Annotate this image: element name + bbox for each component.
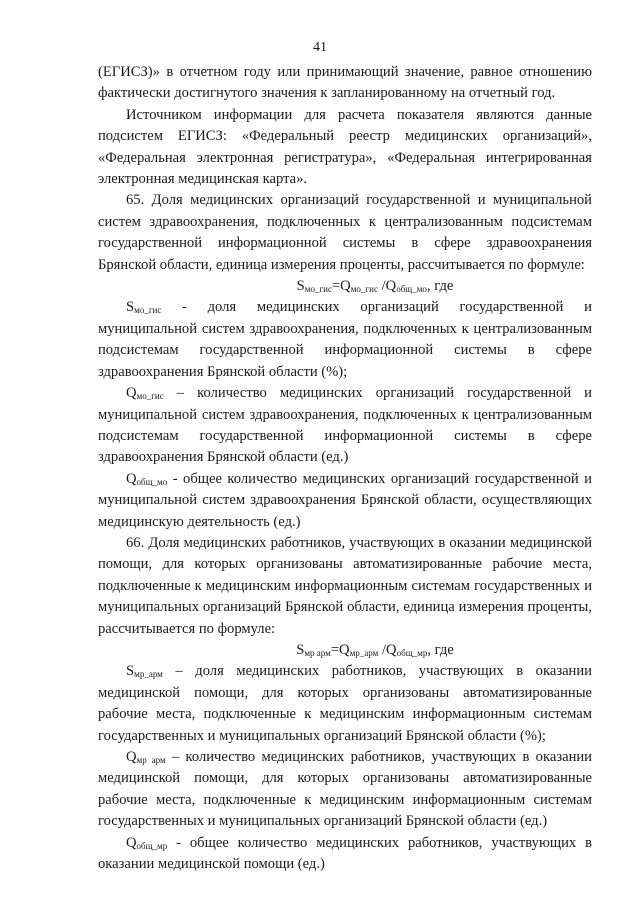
formula-65-term-a: S — [296, 278, 305, 295]
definition-symbol-sub: мо_гис — [136, 391, 164, 402]
definition-q-mo-gis — [98, 383, 592, 469]
definition-symbol: Q — [126, 470, 137, 487]
definition-symbol: Q — [126, 749, 137, 765]
paragraph-continuation: (ЕГИСЗ)» в отчетном году или принимающий значение, равное отношению фактически достигнутого значения к запланированному на отчетный год. — [98, 64, 592, 102]
formula-66-where: , где — [427, 641, 454, 658]
formula-66-term-a: S — [296, 641, 305, 658]
formula-65-where: , где — [426, 278, 454, 295]
formula-65 — [98, 276, 592, 297]
formula-65-sub-a: мо_гис — [304, 284, 332, 295]
definition-symbol-sub: мр_арм — [134, 669, 163, 680]
definition-symbol: Q — [126, 385, 137, 402]
formula-65-term-b: =Q — [331, 278, 351, 295]
definition-symbol: S — [126, 663, 135, 680]
definition-text: – количество медицинских работников, участвующих в оказании медицинской помощи, для которых организованы автоматизированные рабочие места, подключенные к медицинским информационным системам государственных и муниципальных организаций Брянской области (ед.) — [98, 749, 592, 830]
document-body — [98, 62, 592, 875]
paragraph-item-65: 65. Доля медицинских организаций государственной и муниципальной систем здравоохранения, подключенных к централизованным подсистемам государственной информационной системы в сфере здравоохранения Брянской области, единица измерения проценты, рассчитывается по формуле: — [98, 192, 592, 273]
formula-65-term-c: /Q — [377, 278, 397, 295]
definition-symbol-sub: мр арм — [136, 755, 166, 765]
formula-65-sub-b: мо_гис — [350, 284, 378, 295]
definition-symbol-sub: общ_мр — [136, 840, 168, 851]
definition-text: – количество медицинских организаций государственной и муниципальной систем здравоохранения, подключенных к централизованным подсистемам государственной информационной системы в сфере здравоохранения Брянской области (ед.) — [98, 385, 592, 466]
definition-symbol-sub: общ_мо — [136, 476, 168, 487]
formula-66-term-c: /Q — [378, 641, 397, 658]
definition-symbol: S — [126, 299, 135, 316]
formula-65-sub-c: общ_мо — [396, 284, 427, 295]
definition-symbol-sub: мо_гис — [134, 305, 162, 316]
paragraph-data-sources: Источником информации для расчета показателя являются данные подсистем ЕГИСЗ: «Федеральный реестр медицинских организаций», «Федеральная электронная регистратура», «Федеральная интегрированная электронная медицинская карта». — [98, 106, 592, 188]
formula-66-sub-b: мр_арм — [349, 647, 379, 658]
page-number: 41 — [313, 40, 327, 55]
formula-66 — [98, 640, 592, 661]
definition-q-mr-arm — [98, 747, 592, 833]
definition-text: - доля медицинских организаций государственной и муниципальной систем здравоохранения, подключенных к централизованным подсистемам государственной информационной системы в сфере здравоохранения Брянской области (%); — [98, 299, 592, 380]
definition-s-mo-gis — [98, 297, 592, 383]
definition-q-obsh-mr — [98, 833, 592, 876]
definition-text: - общее количество медицинских организаций государственной и муниципальной систем здравоохранения Брянской области, осуществляющих медицинскую деятельность (ед.) — [98, 470, 592, 530]
definition-text: - общее количество медицинских работников, участвующих в оказании медицинской помощи (ед.) — [98, 834, 592, 873]
formula-66-term-b: =Q — [330, 641, 350, 658]
definition-text: – доля медицинских работников, участвующих в оказании медицинской помощи, для которых организованы автоматизированные рабочие места, подключенные к медицинским информационным системам государственных и муниципальных организаций Брянской области (%); — [98, 663, 592, 744]
definition-q-obsh-mo — [98, 469, 592, 533]
formula-66-sub-a: мр арм — [304, 647, 331, 658]
definition-s-mr-arm — [98, 661, 592, 747]
formula-66-sub-c: общ_мр — [396, 647, 428, 658]
paragraph-item-66: 66. Доля медицинских работников, участвующих в оказании медицинской помощи, для которых организованы автоматизированные рабочие места, подключенные к медицинским информационным системам государственных и муниципальных организаций Брянской области, единица измерения проценты, рассчитывается по формуле: — [98, 534, 592, 637]
definition-symbol: Q — [126, 834, 137, 851]
